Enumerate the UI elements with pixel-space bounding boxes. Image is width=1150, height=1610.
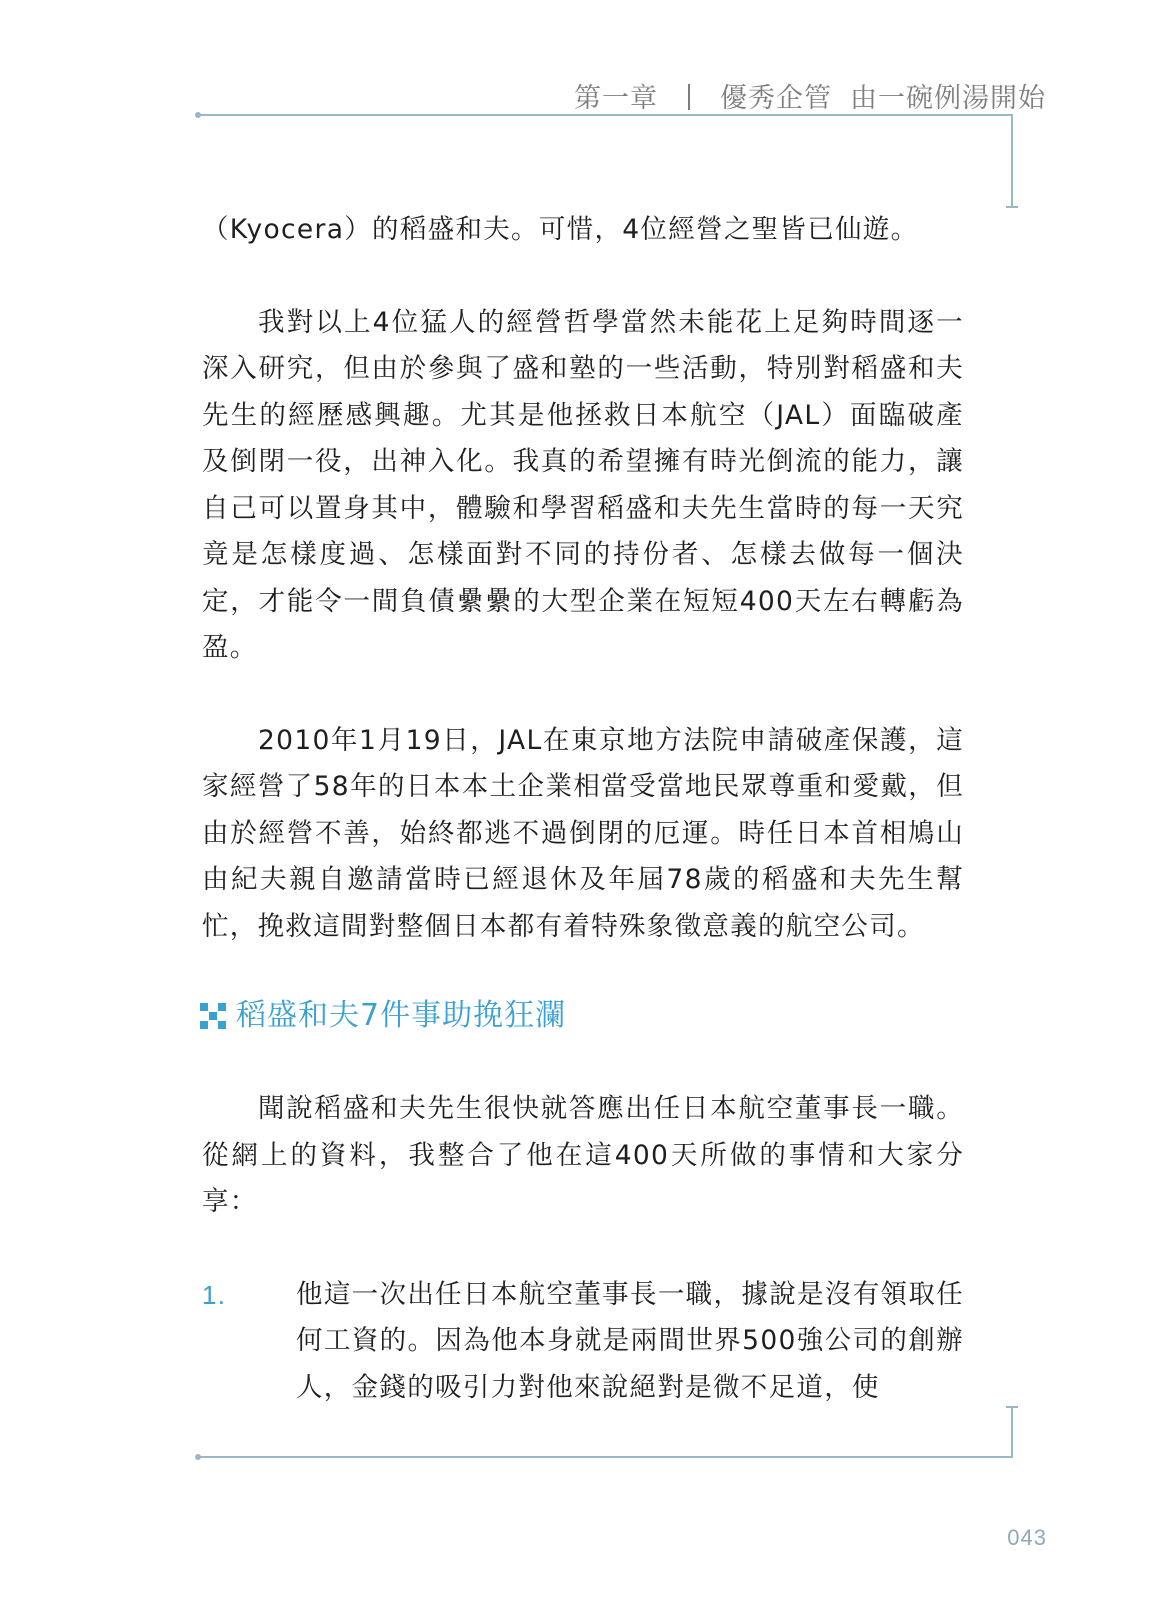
running-header — [574, 76, 1046, 115]
list-item-text: 他這一次出任日本航空董事長一職，據說是沒有領取任何工資的。因為他本身就是兩間世界500強公司的創辦人，金錢的吸引力對他來說絕對是微不足道，使 — [296, 1278, 964, 1403]
list-item — [202, 1272, 964, 1412]
section-heading — [200, 996, 964, 1036]
paragraph-jal-bankruptcy: 2010年1月19日，JAL在東京地方法院申請破產保護，這家經營了58年的日本本土企業相當受當地民眾尊重和愛戴，但由於經營不善，始終都逃不過倒閉的厄運。時任日本首相鳩山由紀夫親自邀請當時已經退休及年屆78歲的稻盛和夫先生幫忙，挽救這間對整個日本都有着特殊象徵意義的航空公司。 — [202, 724, 964, 942]
frame-top-right-vertical — [1011, 114, 1013, 207]
section-heading-text: 稻盛和夫7件事助挽狂瀾 — [236, 998, 567, 1033]
header-separator — [688, 84, 690, 110]
checker-square-icon — [200, 1003, 226, 1029]
frame-top-line — [198, 114, 1013, 116]
frame-bottom-line — [198, 1456, 1013, 1458]
paragraph-continuation: （Kyocera）的稻盛和夫。可惜，4位經營之聖皆已仙遊。 — [202, 214, 919, 245]
chapter-title-part1: 優秀企管 — [720, 83, 832, 114]
paragraph-reflection: 我對以上4位猛人的經營哲學當然未能花上足夠時間逐一深入研究，但由於參與了盛和塾的一些活動，特別對稻盛和夫先生的經歷感興趣。尤其是他拯救日本航空（JAL）面臨破產及倒閉一役，出神入化。我真的希望擁有時光倒流的能力，讓自己可以置身其中，體驗和學習稻盛和夫先生當時的每一天究竟是怎樣度過、怎樣面對不同的持份者、怎樣去做每一個決定，才能令一間負債纍纍的大型企業在短短400天左右轉虧為盈。 — [202, 306, 964, 663]
page-body — [202, 207, 964, 1411]
page-number: 043 — [1007, 1525, 1047, 1550]
frame-bottom-left-dot — [195, 1454, 201, 1460]
chapter-title-part2: 由一碗例湯開始 — [850, 83, 1046, 114]
frame-bottom-right-vertical — [1011, 1406, 1013, 1458]
paragraph-intro-list: 聞說稻盛和夫先生很快就答應出任日本航空董事長一職。從網上的資料，我整合了他在這400天所做的事情和大家分享： — [202, 1093, 964, 1217]
frame-top-right-tick — [1006, 206, 1018, 208]
list-item-number: 1. — [202, 1279, 227, 1310]
chapter-label: 第一章 — [574, 83, 658, 114]
